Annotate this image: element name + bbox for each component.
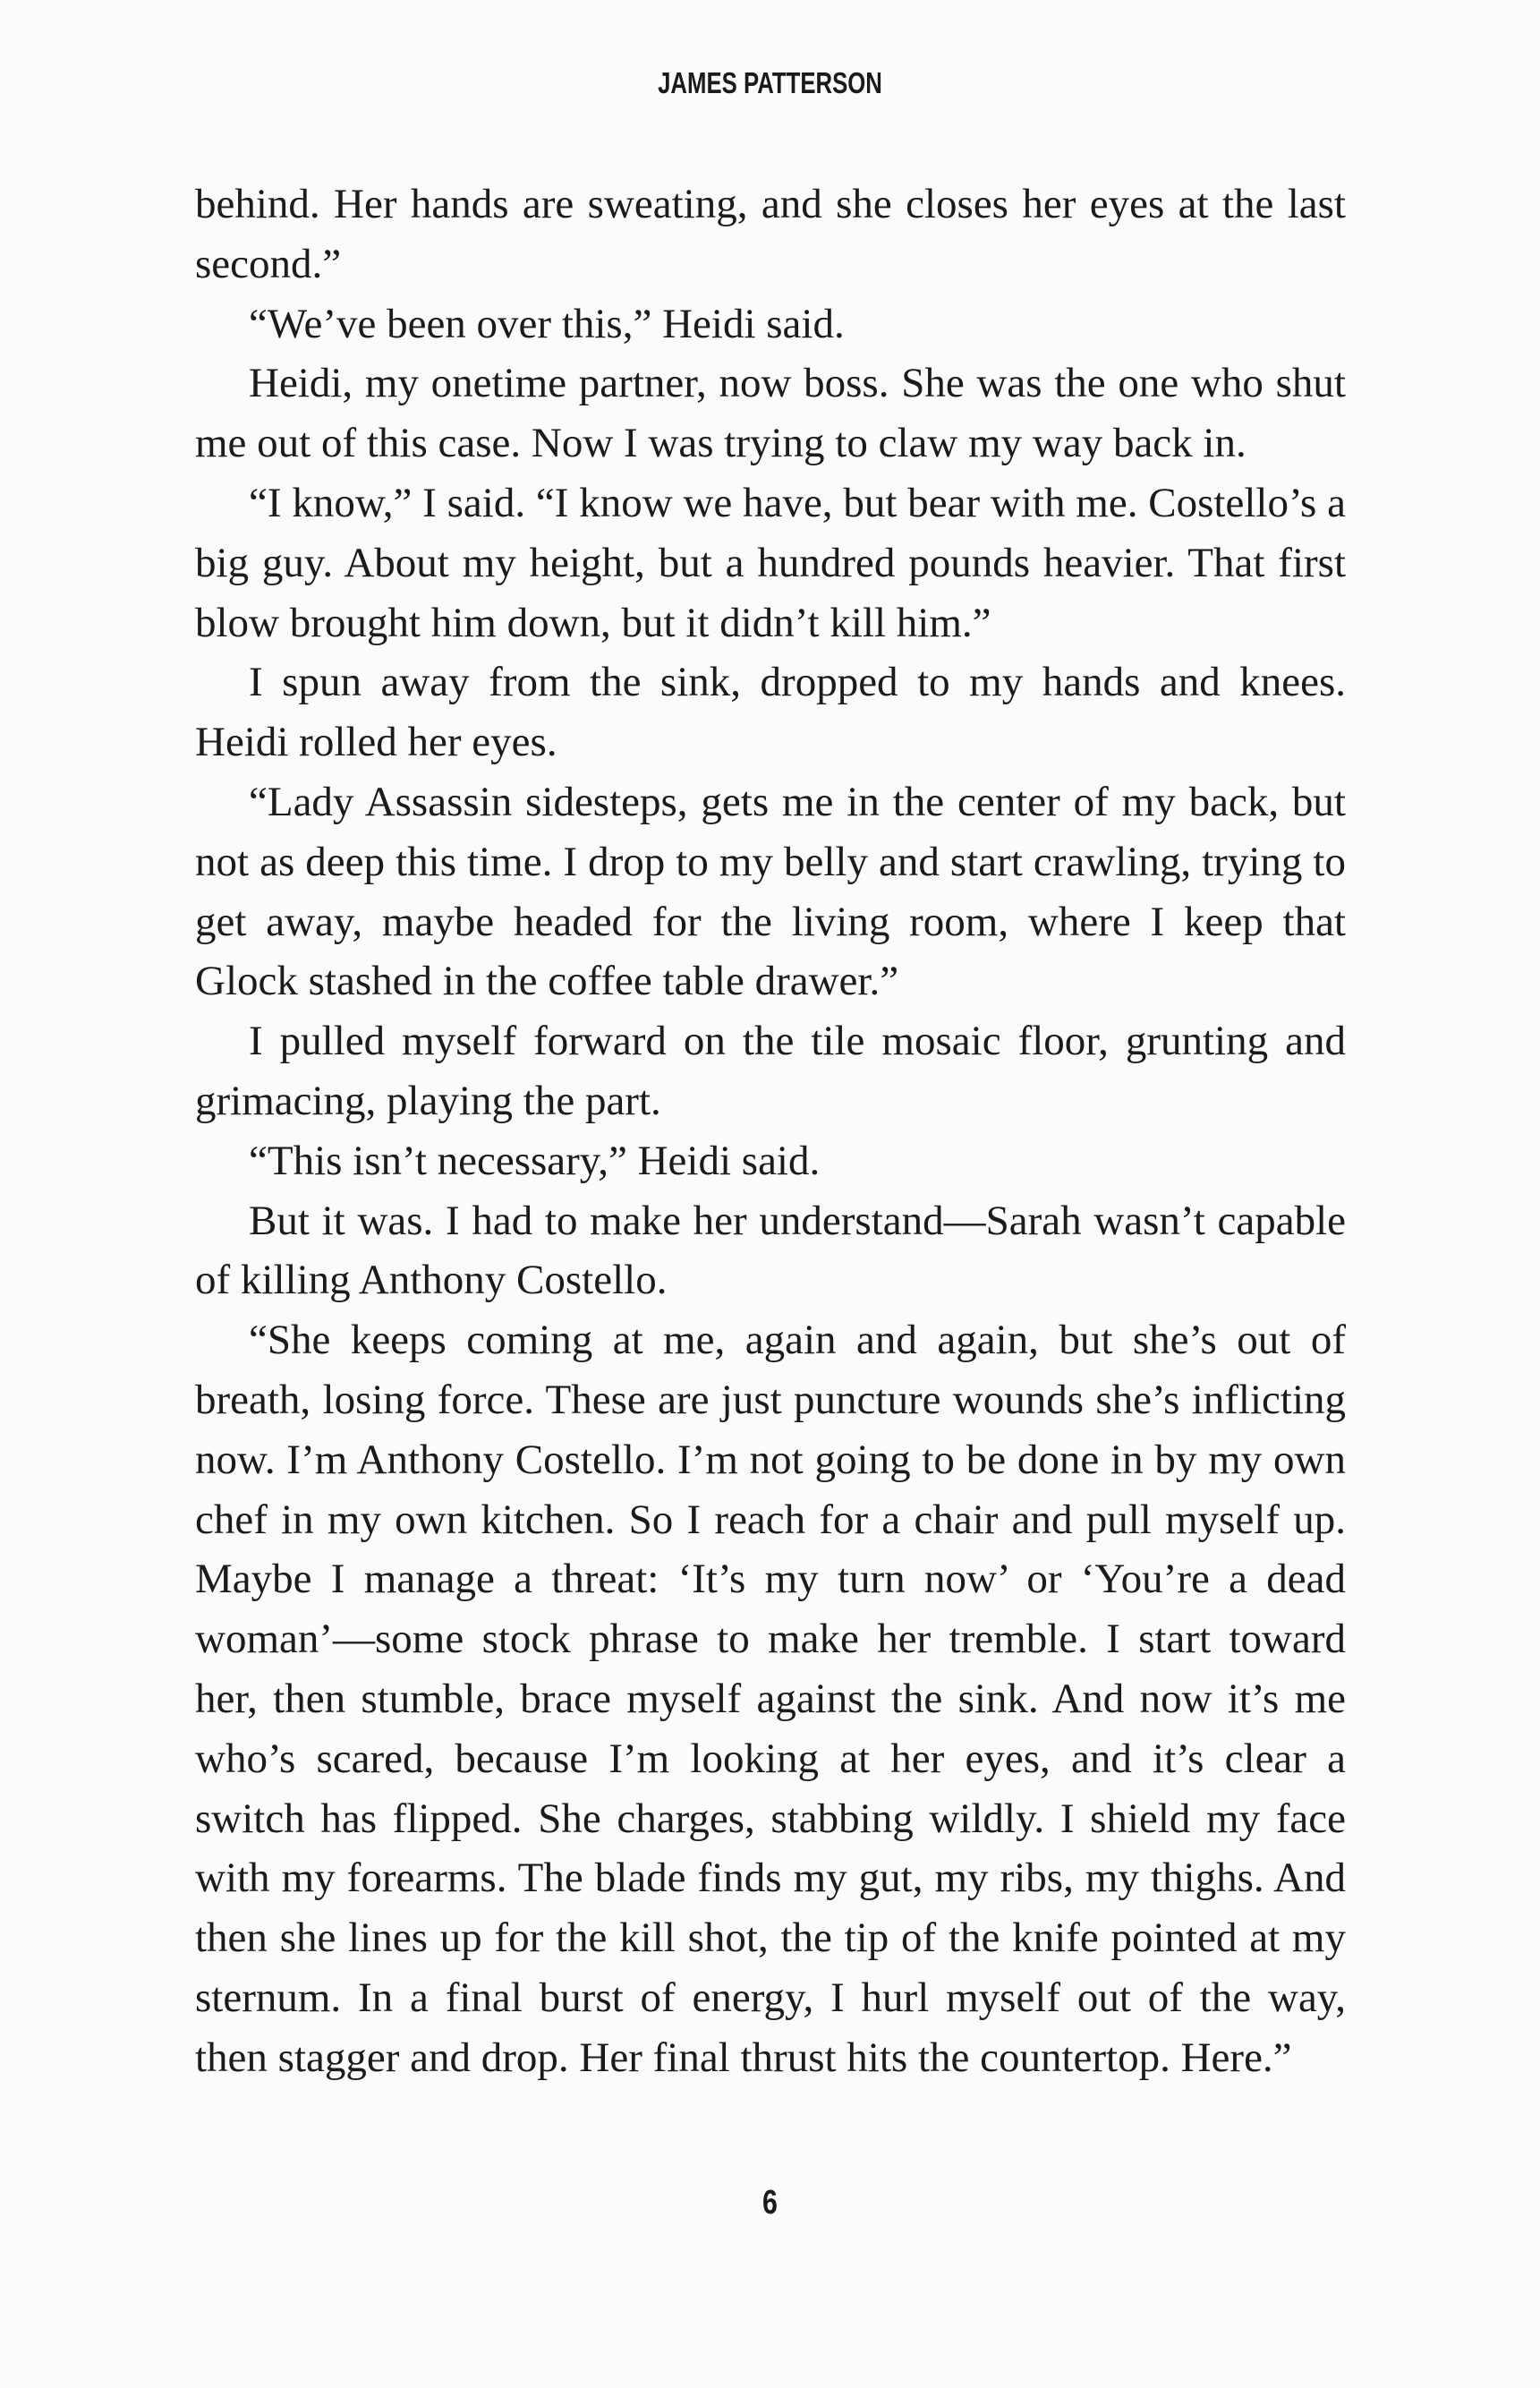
page-number: 6 [762, 2184, 778, 2222]
paragraph: Heidi, my onetime partner, now boss. She was the one who shut me out of this case. Now I was trying to claw my way back in. [195, 360, 1346, 467]
paragraph: “This isn’t necessary,” Heidi said. [249, 1137, 821, 1184]
paragraph: I spun away from the sink, dropped to my hands and knees. Heidi rolled her eyes. [195, 659, 1346, 766]
paragraph: “Lady Assassin sidesteps, gets me in the center of my back, but not as deep this time. I drop to my belly and start crawling, trying to get away, maybe headed for the living room, where I keep that Glock stashed in the coffee table drawer.” [195, 778, 1346, 1005]
paragraph: But it was. I had to make her understand—Sarah wasn’t capable of killing Anthony Costello. [195, 1197, 1346, 1304]
body-text [195, 175, 1346, 2088]
paragraph: behind. Her hands are sweating, and she closes her eyes at the last second.” [195, 181, 1346, 287]
paragraph: I pulled myself forward on the tile mosaic floor, grunting and grimacing, playing the part. [195, 1018, 1346, 1124]
paragraph: “We’ve been over this,” Heidi said. [249, 300, 845, 347]
running-head: JAMES PATTERSON [658, 66, 882, 99]
paragraph: “She keeps coming at me, again and again, but she’s out of breath, losing force. These are just puncture wounds she’s inflicting now. I’m Anthony Costello. I’m not going to be done in by my own chef in my own kitchen. So I reach for a chair and pull myself up. Maybe I manage a threat: ‘It’s my turn now’ or ‘You’re a dead woman’—some stock phrase to make her tremble. I start toward her, then stumble, brace myself against the sink. And now it’s me who’s scared, because I’m looking at her eyes, and it’s clear a switch has flipped. She charges, stabbing wildly. I shield my face with my forearms. The blade finds my gut, my ribs, my thighs. And then she lines up for the kill shot, the tip of the knife pointed at my sternum. In a final burst of energy, I hurl myself out of the way, then stagger and drop. Her final thrust hits the countertop. Here.” [195, 1317, 1346, 2081]
paragraph: “I know,” I said. “I know we have, but bear with me. Costello’s a big guy. About my height, but a hundred pounds heavier. That first blow brought him down, but it didn’t kill him.” [195, 479, 1346, 646]
